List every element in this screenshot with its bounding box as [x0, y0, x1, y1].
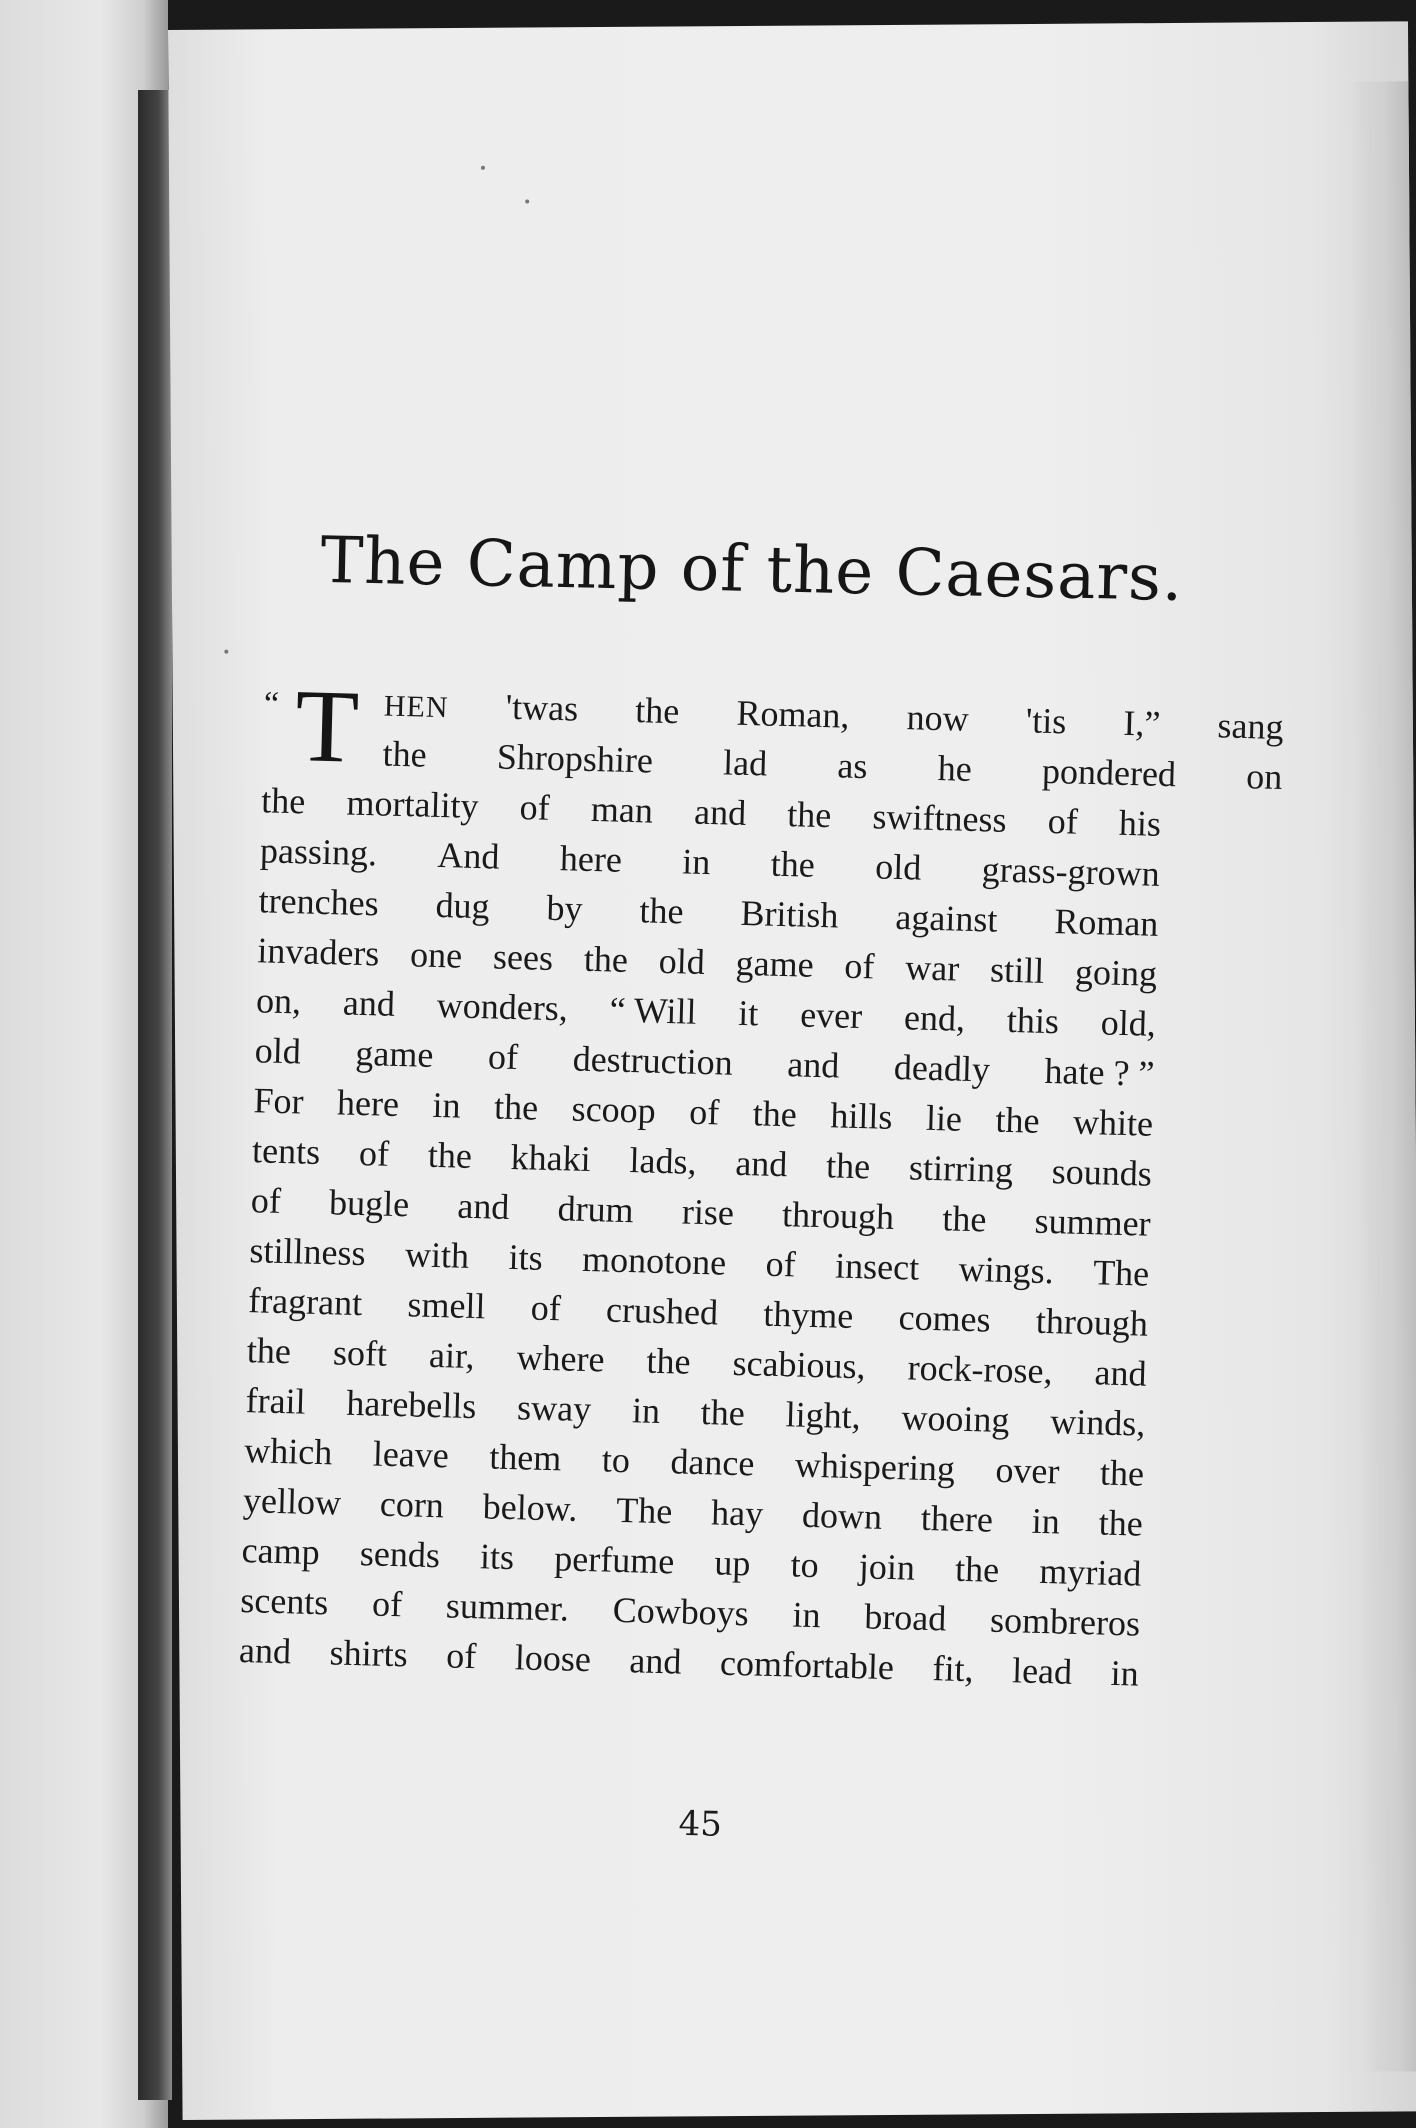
word: the [639, 890, 685, 932]
word: the [752, 1093, 798, 1135]
word: pondered [1041, 750, 1177, 795]
word: thyme [762, 1293, 854, 1336]
word: old [658, 940, 706, 982]
word: war [904, 947, 960, 989]
word: bugle [328, 1182, 410, 1225]
word: loose [514, 1637, 592, 1680]
word: sounds [1051, 1151, 1153, 1194]
word: mortality [346, 782, 480, 826]
word: of [519, 787, 551, 828]
word: winds, [1049, 1401, 1146, 1444]
word: it [737, 992, 759, 1034]
word: HEN [383, 689, 449, 725]
chapter-title: The Camp of the Caesars. [319, 523, 1185, 616]
word: them [488, 1436, 562, 1479]
word: old [254, 1030, 302, 1072]
word: Roman [1053, 901, 1159, 944]
word: he [937, 748, 973, 789]
word: wonders, [436, 984, 569, 1029]
word: of [1047, 800, 1079, 842]
word: and [1094, 1352, 1148, 1394]
word: the [646, 1340, 692, 1382]
word: as [836, 745, 868, 787]
word: the [246, 1330, 292, 1372]
word: the [427, 1134, 473, 1176]
word: in [681, 841, 711, 883]
word: and [734, 1142, 788, 1185]
word: by [546, 887, 584, 929]
word: drum [557, 1188, 635, 1231]
word: comes [898, 1297, 992, 1340]
paper-speck [224, 650, 228, 654]
word: against [894, 896, 998, 940]
word: end, [903, 997, 966, 1039]
word: on [1245, 756, 1283, 798]
word: hate ? ” [1044, 1050, 1155, 1094]
word: swiftness [872, 796, 1008, 840]
word: here [336, 1082, 400, 1125]
word: dance [669, 1441, 755, 1484]
word: of [530, 1287, 562, 1329]
word: Shropshire [496, 736, 654, 781]
word: of [371, 1583, 403, 1625]
word: invaders [256, 930, 380, 974]
word: the [1098, 1502, 1144, 1544]
word: khaki [510, 1136, 592, 1180]
word: light, [785, 1394, 862, 1437]
word: going [1074, 951, 1158, 994]
word: and [693, 791, 747, 833]
word: The [615, 1489, 673, 1532]
word: passing. [259, 830, 378, 874]
word: hills [829, 1095, 893, 1137]
paper-speck [525, 199, 529, 203]
word: lead [1011, 1650, 1073, 1692]
word: frail [245, 1380, 307, 1422]
book-gutter [138, 90, 172, 2100]
word: For [252, 1080, 305, 1122]
word: the [260, 780, 306, 822]
word: sang [1217, 705, 1285, 748]
word: in [792, 1594, 822, 1636]
word: The [1092, 1252, 1150, 1294]
word: British [739, 892, 840, 936]
word: 'twas [505, 686, 579, 729]
word: stillness [249, 1230, 367, 1274]
word: destruction [572, 1038, 734, 1083]
word: to [790, 1544, 820, 1586]
word: the [634, 690, 680, 732]
word: the [1099, 1452, 1145, 1494]
word: ever [799, 994, 863, 1037]
word: through [1035, 1300, 1149, 1344]
word: the [786, 794, 832, 836]
word: of [487, 1036, 519, 1078]
word: wings. [958, 1248, 1055, 1292]
word: perfume [553, 1538, 675, 1582]
word: scabious, [732, 1342, 867, 1387]
word: his [1118, 802, 1162, 844]
word: harebells [345, 1382, 477, 1427]
opening-quote: “ [263, 685, 280, 723]
word: game [735, 942, 815, 985]
book-page [168, 21, 1416, 2120]
word: scents [239, 1580, 329, 1623]
word: lad [722, 742, 768, 784]
word: its [508, 1236, 544, 1278]
word: sombreros [989, 1599, 1141, 1644]
word: Cowboys [612, 1589, 750, 1634]
word: crushed [605, 1289, 719, 1333]
word: old, [1100, 1002, 1157, 1044]
word: I,” [1122, 702, 1161, 744]
body-text [238, 668, 1285, 1702]
word: of [250, 1180, 282, 1221]
word: camp [241, 1530, 321, 1573]
word: in [1031, 1500, 1061, 1542]
word: the [493, 1086, 539, 1128]
word: sway [516, 1387, 592, 1430]
word: old [874, 846, 922, 888]
word: up [713, 1542, 752, 1584]
word: lads, [629, 1140, 698, 1182]
word: Roman, [735, 692, 850, 736]
word: insect [834, 1245, 920, 1288]
word: rock-rose, [907, 1347, 1054, 1392]
word: fit, [932, 1648, 975, 1690]
word: and [628, 1640, 682, 1682]
word: one [409, 934, 463, 976]
word: there [920, 1497, 994, 1540]
word: monotone [581, 1238, 727, 1283]
word: the [954, 1548, 1000, 1590]
page-content [168, 21, 1416, 2120]
word: broad [863, 1596, 947, 1639]
word: over [994, 1449, 1060, 1492]
word: grass-grown [981, 849, 1161, 894]
word: to [601, 1439, 631, 1481]
word: the [825, 1145, 871, 1187]
word: scoop [571, 1088, 657, 1131]
word: the [583, 938, 629, 980]
word: white [1072, 1101, 1154, 1144]
word: fragrant [247, 1280, 363, 1324]
word: “ Will [609, 989, 698, 1032]
word: still [989, 949, 1045, 991]
word: of [843, 945, 876, 987]
word: join [858, 1546, 916, 1588]
word: its [479, 1536, 515, 1578]
drop-cap: T [293, 668, 361, 785]
word: deadly [893, 1046, 991, 1090]
word: summer. [445, 1585, 570, 1629]
word: and [342, 982, 396, 1024]
word: sends [359, 1533, 441, 1576]
word: the [770, 843, 816, 885]
word: in [631, 1390, 661, 1431]
word: shirts [329, 1632, 409, 1675]
word: the [941, 1198, 987, 1240]
word: soft [332, 1332, 388, 1374]
word: below. [482, 1486, 578, 1529]
word: corn [379, 1483, 445, 1526]
word: wooing [900, 1397, 1011, 1441]
word: where [516, 1337, 606, 1380]
word: now [906, 697, 970, 739]
page-number: 45 [678, 1803, 723, 1845]
word: lie [925, 1097, 963, 1139]
word: of [445, 1635, 477, 1677]
word: here [559, 838, 623, 880]
word: game [354, 1032, 434, 1075]
word: summer [1034, 1200, 1152, 1244]
word: the [700, 1392, 746, 1434]
word: on, [255, 980, 302, 1022]
word: of [688, 1091, 720, 1133]
word: the [995, 1099, 1041, 1141]
word: man [590, 788, 654, 831]
word: of [765, 1243, 797, 1285]
word: with [404, 1234, 470, 1276]
word: myriad [1038, 1550, 1142, 1594]
word: 'tis [1025, 700, 1067, 742]
word: air, [428, 1334, 476, 1377]
word: rise [681, 1191, 735, 1233]
word: yellow [242, 1480, 342, 1523]
word: comfortable [719, 1642, 895, 1688]
word: in [1110, 1652, 1140, 1694]
word: leave [372, 1433, 450, 1476]
word: and [786, 1044, 840, 1086]
word: hay [710, 1492, 764, 1534]
word: the [382, 733, 428, 775]
word: stirring [908, 1147, 1014, 1191]
word: sees [492, 936, 554, 978]
paper-speck [481, 166, 485, 170]
word: of [358, 1132, 390, 1174]
word: and [456, 1185, 510, 1227]
word: trenches [258, 880, 380, 924]
word: tents [251, 1130, 321, 1172]
word: whispering [794, 1444, 956, 1489]
word: dug [435, 884, 491, 927]
word: smell [406, 1284, 487, 1327]
word: And [436, 834, 501, 877]
word: which [243, 1430, 333, 1473]
word: in [432, 1084, 462, 1126]
word: through [781, 1194, 895, 1237]
word: and [238, 1630, 292, 1672]
word: this [1006, 999, 1060, 1042]
word: down [801, 1494, 883, 1537]
